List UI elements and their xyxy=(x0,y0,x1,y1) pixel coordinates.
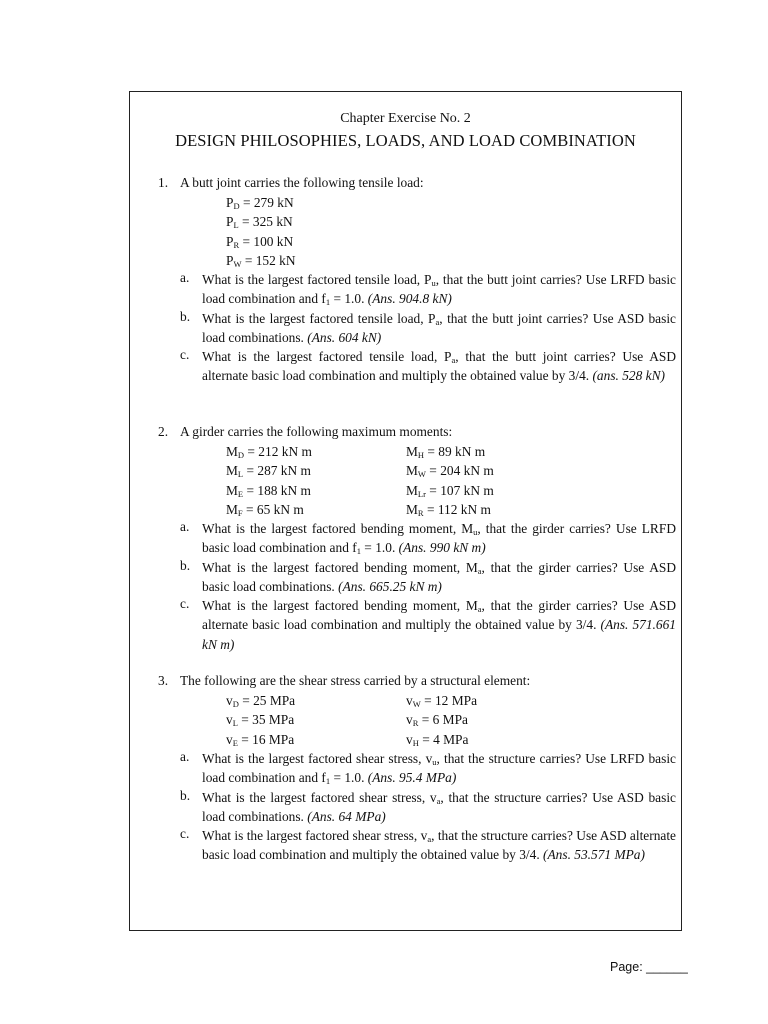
symbol: M xyxy=(226,501,238,517)
symbol-subscript: D xyxy=(237,450,245,460)
symbol-subscript: E xyxy=(232,737,238,748)
value-text: = 89 kN m xyxy=(424,444,486,459)
problem-number: 2. xyxy=(158,424,169,439)
question-a xyxy=(180,270,676,309)
symbol: P xyxy=(226,252,234,268)
symbol: M xyxy=(406,501,418,517)
symbol-subscript: E xyxy=(237,488,244,499)
symbol-subscript: W xyxy=(233,258,242,269)
values-col-2 xyxy=(406,691,477,749)
value-text: = 107 kN m xyxy=(425,482,494,498)
value-text: = 12 MPa xyxy=(420,693,478,708)
symbol-subscript: R xyxy=(233,239,240,250)
values-col-1 xyxy=(226,691,295,749)
answer-text: (Ans. 95.4 MPa) xyxy=(367,770,457,786)
value-text: = 112 kN m xyxy=(423,501,491,517)
load-value xyxy=(406,710,477,729)
value-text: = 65 kN m xyxy=(242,501,304,517)
symbol: v xyxy=(406,712,413,728)
subscript: 1 xyxy=(325,297,331,308)
symbol: v xyxy=(406,731,413,747)
question-b xyxy=(180,788,676,827)
question-a xyxy=(180,519,676,558)
symbol-subscript: H xyxy=(412,737,419,748)
question-text xyxy=(202,270,676,309)
values-col-1 xyxy=(226,442,312,519)
question-text xyxy=(202,749,676,788)
symbol-subscript: F xyxy=(237,507,243,518)
symbol-subscript: Lr xyxy=(417,488,426,499)
symbol: M xyxy=(226,463,238,479)
symbol: P xyxy=(226,195,234,210)
value-text: = 204 kN m xyxy=(425,463,494,479)
question-letter: c. xyxy=(180,826,190,841)
load-value xyxy=(226,461,312,480)
question-letter: a. xyxy=(180,519,190,534)
load-value xyxy=(226,251,296,270)
load-value xyxy=(406,442,494,461)
answer-text: (Ans. 990 kN m) xyxy=(398,540,486,556)
load-value xyxy=(226,442,312,461)
question-letter: c. xyxy=(180,596,190,611)
problem-stem: A butt joint carries the following tensile load: xyxy=(180,175,424,190)
load-value xyxy=(226,730,295,749)
subscript: a xyxy=(477,604,482,614)
symbol: P xyxy=(226,214,234,230)
question-fragment: , that the girder carries? Use ASD basic load combinations. xyxy=(202,560,676,595)
symbol-subscript: W xyxy=(412,699,421,709)
question-fragment: What is the largest factored shear stress, v xyxy=(202,790,437,805)
load-value xyxy=(406,500,494,519)
problem-number: 3. xyxy=(158,673,169,688)
question-fragment: , that the butt joint carries? Use ASD basic load combinations. xyxy=(202,311,676,346)
values-col-1 xyxy=(226,193,296,270)
subscript: u xyxy=(431,278,436,288)
question-fragment: = 1.0. xyxy=(330,770,368,786)
values-col-2 xyxy=(406,442,494,519)
problem-stem: The following are the shear stress carried by a structural element: xyxy=(180,673,531,688)
question-letter: a. xyxy=(180,749,190,764)
question-text xyxy=(202,596,676,654)
question-fragment: What is the largest factored shear stress, v xyxy=(202,828,428,843)
load-value xyxy=(406,461,494,480)
question-fragment: What is the largest factored tensile load, P xyxy=(202,272,432,287)
answer-text: (Ans. 64 MPa) xyxy=(307,809,386,825)
question-fragment: , that the girder carries? Use ASD alternate basic load combination and multiply the obtained value by 3/4. xyxy=(202,598,676,633)
question-b xyxy=(180,558,676,597)
symbol-subscript: R xyxy=(417,507,424,518)
load-value xyxy=(406,730,477,749)
symbol: v xyxy=(226,712,233,728)
question-fragment: What is the largest factored tensile load, P xyxy=(202,311,436,326)
question-fragment: , that the butt joint carries? Use LRFD basic load combination and f xyxy=(202,272,676,307)
subscript: a xyxy=(435,317,440,327)
question-fragment: , that the butt joint carries? Use ASD alternate basic load combination and multiply the obtained value by 3/4. xyxy=(202,349,676,384)
symbol-subscript: L xyxy=(232,718,238,729)
question-text xyxy=(202,558,676,597)
subscript: 1 xyxy=(356,546,361,557)
answer-text: (Ans. 904.8 kN) xyxy=(367,291,452,307)
symbol-subscript: D xyxy=(232,699,239,709)
value-text: = 35 MPa xyxy=(237,712,295,728)
question-c xyxy=(180,347,676,386)
symbol: M xyxy=(406,444,418,459)
page-title: DESIGN PHILOSOPHIES, LOADS, AND LOAD COMBINATION xyxy=(175,131,636,150)
question-fragment: , that the structure carries? Use ASD basic load combinations. xyxy=(202,790,676,825)
question-letter: b. xyxy=(180,558,191,573)
value-text: = 100 kN xyxy=(239,233,294,249)
symbol-subscript: W xyxy=(417,469,426,480)
answer-text: (Ans. 665.25 kN m) xyxy=(338,579,442,595)
value-text: = 325 kN xyxy=(238,214,293,230)
symbol: v xyxy=(226,731,233,747)
question-fragment: = 1.0. xyxy=(330,291,368,307)
problem-number: 1. xyxy=(158,175,169,190)
symbol: M xyxy=(406,463,418,479)
subscript: a xyxy=(451,355,456,365)
question-fragment: , that the structure carries? Use ASD alternate basic load combination and multiply the obtained value by 3/4. xyxy=(202,828,676,863)
question-letter: c. xyxy=(180,347,190,362)
value-text: = 212 kN m xyxy=(244,444,312,459)
value-text: = 188 kN m xyxy=(243,482,311,498)
load-value xyxy=(226,691,295,710)
question-text xyxy=(202,519,676,558)
question-letter: b. xyxy=(180,309,191,324)
symbol-subscript: H xyxy=(417,450,425,460)
question-text xyxy=(202,788,676,827)
question-b xyxy=(180,309,676,348)
question-fragment: What is the largest factored bending moment, M xyxy=(202,598,478,613)
load-value xyxy=(406,691,477,710)
symbol: M xyxy=(406,482,418,498)
symbol: v xyxy=(406,693,413,708)
subscript: 1 xyxy=(325,776,331,787)
load-value xyxy=(226,500,312,519)
symbol: M xyxy=(226,482,238,498)
question-text xyxy=(202,826,676,865)
load-value xyxy=(226,710,295,729)
symbol-subscript: D xyxy=(233,201,240,211)
value-text: = 6 MPa xyxy=(418,712,468,728)
symbol-subscript: R xyxy=(412,718,419,729)
value-text: = 152 kN xyxy=(241,252,296,268)
question-fragment: What is the largest factored bending moment, M xyxy=(202,560,478,575)
question-fragment: What is the largest factored bending moment, M xyxy=(202,521,474,536)
load-value xyxy=(226,481,312,500)
load-value xyxy=(226,193,296,212)
load-value xyxy=(226,212,296,231)
question-a xyxy=(180,749,676,788)
subscript: a xyxy=(436,796,441,806)
symbol: v xyxy=(226,693,233,708)
subscript: a xyxy=(427,834,432,844)
subscript: u xyxy=(473,527,478,537)
question-fragment: What is the largest factored shear stress, v xyxy=(202,751,433,766)
answer-text: (Ans. 571.661 kN m) xyxy=(202,617,676,652)
value-text: = 4 MPa xyxy=(418,731,469,747)
answer-text: (ans. 528 kN) xyxy=(592,368,665,384)
question-c xyxy=(180,596,676,654)
problem-stem: A girder carries the following maximum moments: xyxy=(180,424,453,439)
question-fragment: = 1.0. xyxy=(360,540,399,556)
answer-text: (Ans. 53.571 MPa) xyxy=(543,847,645,863)
load-value xyxy=(226,232,296,251)
symbol-subscript: L xyxy=(233,220,239,231)
symbol: M xyxy=(226,444,238,459)
chapter-label: Chapter Exercise No. 2 xyxy=(340,111,471,126)
question-fragment: , that the girder carries? Use LRFD basic load combination and f xyxy=(202,521,676,556)
question-fragment: , that the structure carries? Use LRFD basic load combination and f xyxy=(202,751,676,786)
value-text: = 287 kN m xyxy=(243,463,311,479)
value-text: = 279 kN xyxy=(239,195,294,210)
question-letter: b. xyxy=(180,788,191,803)
symbol-subscript: L xyxy=(237,469,244,480)
symbol: P xyxy=(226,233,234,249)
question-c xyxy=(180,826,676,865)
page-number-field: Page: ______ xyxy=(610,960,688,974)
value-text: = 16 MPa xyxy=(237,731,295,747)
value-text: = 25 MPa xyxy=(238,693,296,708)
subscript: u xyxy=(432,757,437,767)
question-text xyxy=(202,347,676,386)
answer-text: (Ans. 604 kN) xyxy=(307,330,382,346)
question-letter: a. xyxy=(180,270,190,285)
question-fragment: What is the largest factored tensile load, P xyxy=(202,349,452,364)
question-text xyxy=(202,309,676,348)
subscript: a xyxy=(477,566,482,576)
load-value xyxy=(406,481,494,500)
